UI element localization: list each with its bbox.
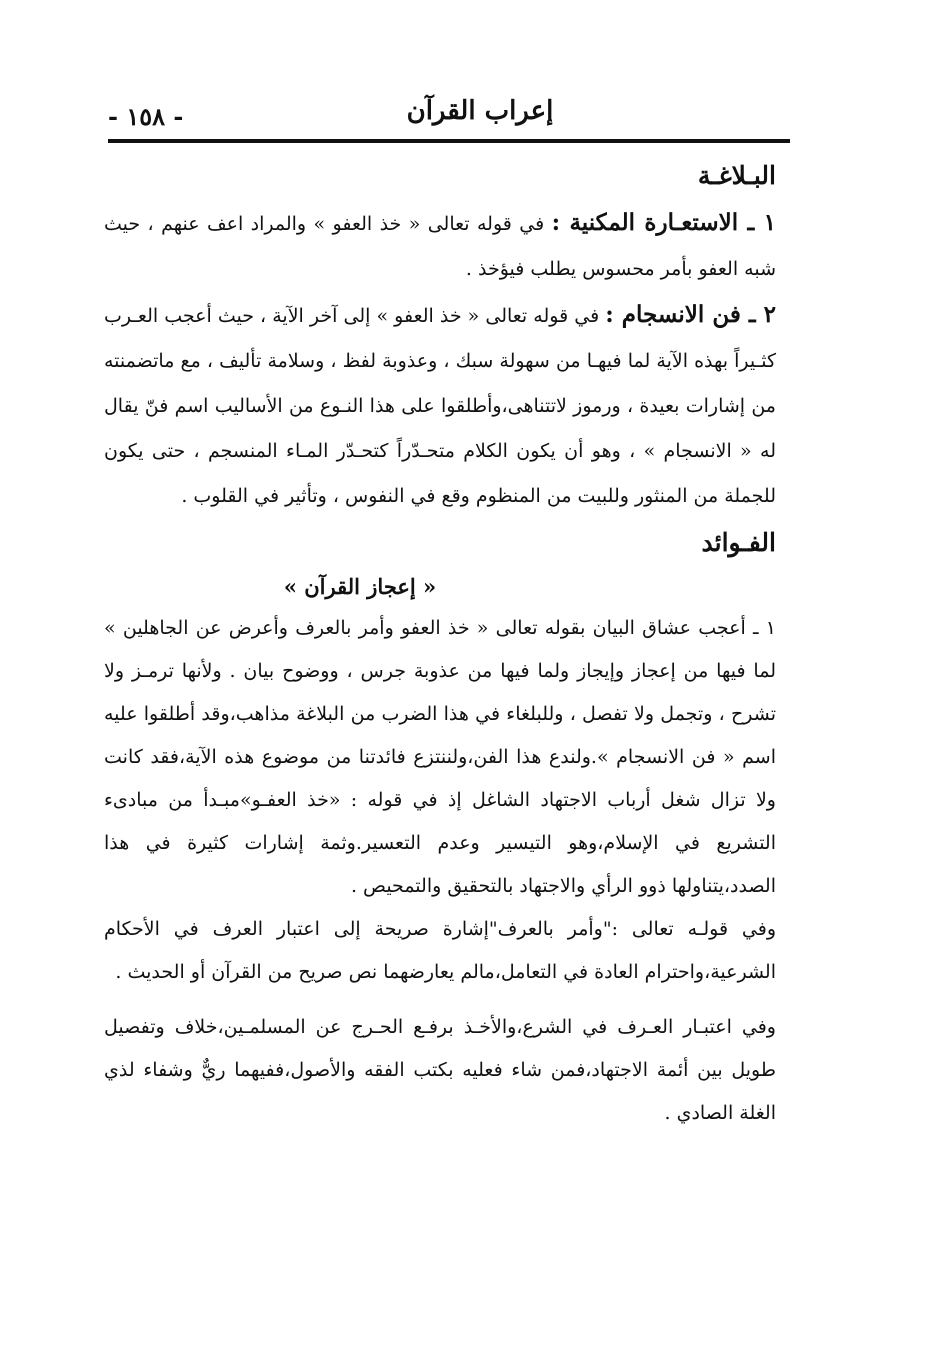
- fawaid-paragraph-1: ١ ـ أعجب عشاق البيان بقوله تعالى « خذ العفو وأمر بالعرف وأعرض عن الجاهلين » لما فيها من إعجاز وإيجاز ولما فيها من عذوبة جرس ، ووضوح بيان . ولأنها ترمـز ولا تشرح ، وتجمل ولا تفصل ، وللبلغاء في هذا الضرب من البلاغة مذاهب،وقد أطلقوا عليه اسم « فن الانسجام ».ولندع هذا الفن،ولننتزع فائدتنا من موضوع هذه الآية،فقد كانت ولا تزال شغل أرباب الاجتهاد الشاغل إذ في قوله : «خذ العفـو»مبـدأ من مبادىء التشريع في الإسلام،وهو التيسير وعدم التعسير.وثمة إشارات كثيرة في هذا الصدد،يتناولها ذوو الرأي والاجتهاد بالتحقيق والتمحيص .: [104, 617, 776, 897]
- balagha-item-1: [104, 200, 776, 292]
- page-body: [104, 152, 776, 1135]
- book-title: إعراب القرآن: [406, 96, 554, 126]
- header-divider: [108, 139, 790, 143]
- fawaid-paragraph-3: وفي اعتبـار العـرف في الشرع،والأخـذ برفـع الحـرج عن المسلمـين،خلاف وتفصيل طويل بين أئمة الاجتهاد،فمن شاء فعليه بكتب الفقه والأصول،ففيهما ريٌّ وشفاء لذي الغلة الصادي .: [104, 1016, 776, 1124]
- balagha-item-2: [104, 292, 776, 519]
- paragraph-gap: [104, 994, 776, 1006]
- page-number: - ١٥٨ -: [108, 102, 184, 131]
- page-header: [108, 88, 794, 138]
- balagha-item-1-term: ١ ـ الاستعـارة المكنية :: [551, 209, 776, 236]
- balagha-item-2-term: ٢ ـ فن الانسجام :: [605, 301, 776, 328]
- subheading-ijaz: « إعجاز القرآن »: [283, 574, 437, 599]
- section-heading-fawaid: الفـوائد: [701, 528, 776, 557]
- fawaid-paragraph-2: وفي قولـه تعالى :"وأمر بالعرف"إشارة صريحة إلى اعتبار العرف في الأحكام الشرعية،واحترام العادة في التعامل،مالم يعارضهما نص صريح من القرآن أو الحديث .: [104, 918, 776, 983]
- section-heading-balagha: البـلاغـة: [697, 161, 776, 190]
- balagha-item-2-text: في قوله تعالى « خذ العفو » إلى آخر الآية ، حيث أعجب العـرب كثـيراً بهذه الآية لما فيهـا من سهولة سبك ، وعذوبة لفظ ، وسلامة تأليف ، مع ماتضمنته من إشارات بعيدة ، ورموز لاتتناهى،وأطلقوا على هذا النـوع من الأساليب اسم فنّ يقال له « الانسجام » ، وهو أن يكون الكلام متحـدّراً كتحـدّر المـاء المنسجم ، حتى يكون للجملة من المنثور وللبيت من المنظوم وقع في النفوس ، وتأثير في القلوب .: [104, 305, 776, 507]
- balagha-item-1-text: في قوله تعالى « خذ العفو » والمراد اعف عنهم ، حيث شبه العفو بأمر محسوس يطلب فيؤخذ .: [104, 213, 776, 280]
